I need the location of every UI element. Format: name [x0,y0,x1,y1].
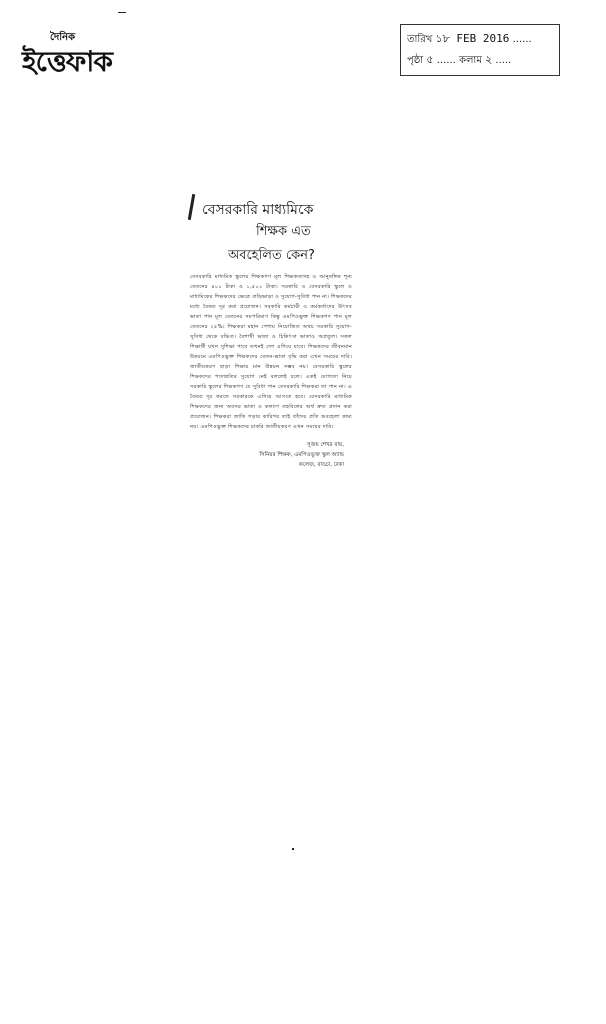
stamp-date-label: তারিখ [407,34,433,45]
article-body: বেসরকারি মাধ্যমিক স্কুলের শিক্ষকগণ মূল শিক্ষকতাসহ ও আনুষঙ্গিক শূন্য বেতনের ৪০০ টাকা ও ১,৫০০ টাকা। সরকারি ও বেসরকারি স্কুলে ও মাধ্যমিকের শিক্ষকদের ক্ষেত্রে বাড়িভাড়া ও সুযোগ-সুবিধা পান না। শিক্ষকদের মধ্যে বৈষম্য দূর করা প্রয়োজন। সরকারি কর্মচারী ও কর্মকর্তাদের উৎসব ভাতা পান মূল বেতনের সমপরিমাণ কিন্তু এমপিওভুক্ত শিক্ষকগণ পান মূল বেতনের ২৫%। শিক্ষকরা মহান পেশায় নিয়োজিত অথচ সরকারি সুযোগ-সুবিধা থেকে বঞ্চিত। বৈশাখী ভাতা ও চিকিৎসা ভাতাও অপ্রতুল। সকল শিক্ষার্থী যখন সুশিক্ষা পাবে তখনই দেশ এগিয়ে যাবে। শিক্ষকদের জীবনমান উন্নয়নে এমপিওভুক্ত শিক্ষকদের বেতন-ভাতা বৃদ্ধি করা এখন সময়ের দাবি। জাতীয়করণ ছাড়া শিক্ষার মান উন্নয়ন সম্ভব নয়। বেসরকারি স্কুলের শিক্ষকদের পদোন্নতির সুযোগ নেই বললেই চলে। একই যোগ্যতা নিয়ে সরকারি স্কুলের শিক্ষকগণ যে সুবিধা পান বেসরকারি শিক্ষকরা তা পান না। এ বৈষম্য দূর করতে সরকারকে এগিয়ে আসতে হবে। বেসরকারি মাধ্যমিক শিক্ষকদের জন্য অবসর ভাতা ও কল্যাণ তহবিলের অর্থ দ্রুত প্রদান করা প্রয়োজন। শিক্ষকরা জাতি গড়ার কারিগর তাই তাঁদের প্রতি অবহেলা কাম্য নয়। এমপিওভুক্ত শিক্ষকদের চাকরি জাতীয়করণ এখন সময়ের দাবি। [190,274,352,430]
headline-line-2: শিক্ষক এত [256,224,311,239]
article-headline [190,190,352,270]
signature-place: কলেজ, বাড্ডা, ঢাকা [298,462,344,468]
headline-line-1: বেসরকারি মাধ্যমিকে [202,202,314,218]
masthead-newspaper-name: ইত্তেফাক [22,45,113,78]
pen-mark [188,194,195,220]
stamp-page-column-row: পৃষ্ঠা ৫ ...... কলাম ২ ..... [407,53,512,66]
stamp-page-label: পৃষ্ঠা [407,55,424,66]
stamp-column-value: ২ [485,53,493,66]
signature-name: সুজয় শেখর রায়, [306,442,344,448]
stamp-page-value: ৫ [426,53,434,66]
scan-speck [292,848,294,850]
stamp-date-value: ১৮ FEB 2016 [435,32,510,45]
stamp-date-row: তারিখ ১৮ FEB 2016 ...... [407,32,532,45]
newspaper-clipping [190,190,352,470]
clipping-date-stamp [400,24,560,76]
signature-role: সিনিয়র শিক্ষক, এমপিওভুক্ত স্কুল অ্যান্ড [259,452,344,458]
scan-speck [118,12,126,13]
article-signature [190,440,352,470]
stamp-column-label: কলাম [458,55,482,66]
headline-line-3: অবহেলিত কেন? [228,248,315,263]
masthead-small-text: দৈনিক [50,32,76,43]
